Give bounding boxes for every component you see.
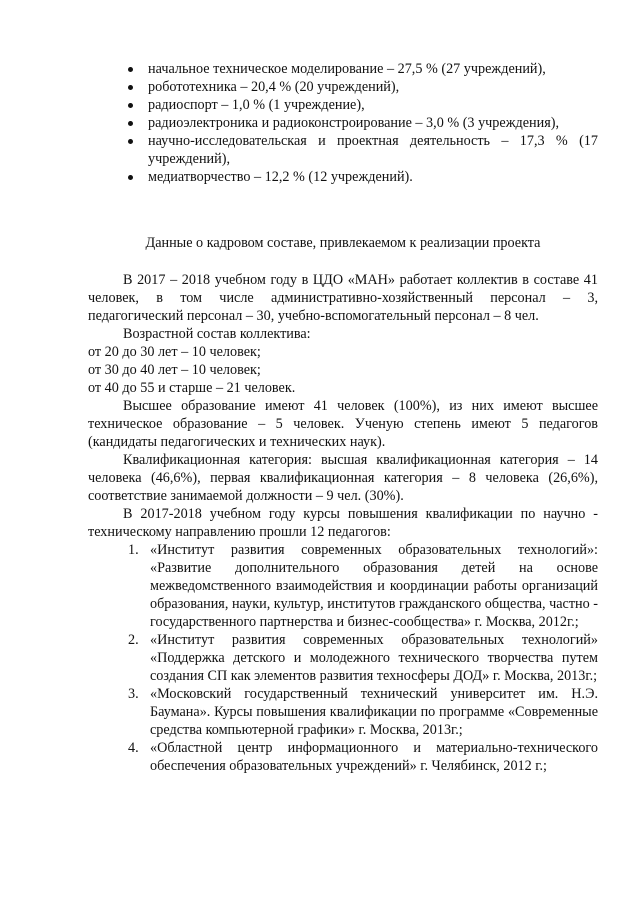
courses-list [88, 541, 598, 775]
course-number: 3. [128, 686, 139, 702]
list-item: научно-исследовательская и проектная деятельность – 17,3 % (17 учреждений), [148, 133, 598, 167]
age-line: от 20 до 30 лет – 10 человек; [88, 344, 261, 360]
course-item [128, 685, 598, 739]
staff-paragraph: В 2017 – 2018 учебном году в ЦДО «МАН» работает коллектив в составе 41 человек, в том числе административно-хозяйственный персонал – 3, педагогический персонал – 30, учебно-вспомогательный персонал – 8 чел. [88, 272, 598, 324]
list-item: робототехника – 20,4 % (20 учреждений), [148, 78, 598, 96]
list-item: начальное техническое моделирование – 27,5 % (27 учреждений), [148, 60, 598, 78]
course-text: «Областной центр информационного и материально-технического обеспечения образовательных учреждений» г. Челябинск, 2012 г.; [150, 740, 598, 774]
page-content [88, 60, 598, 775]
course-item [128, 739, 598, 775]
course-text: «Институт развития современных образовательных технологий»: «Развитие дополнительного образования детей на основе межведомственного взаимодействия и координации работы организаций образования, науки, культур, институтов гражданского общества, частно - государственного партнерства и бизнес-сообщества» г. Москва, 2012г.; [150, 542, 598, 630]
age-line: от 30 до 40 лет – 10 человек; [88, 362, 261, 378]
list-item: медиатворчество – 12,2 % (12 учреждений). [148, 168, 598, 186]
courses-intro-paragraph: В 2017-2018 учебном году курсы повышения квалификации по научно - техническому направлению прошли 12 педагогов: [88, 506, 598, 540]
age-title: Возрастной состав коллектива: [123, 326, 311, 342]
course-item [128, 631, 598, 685]
list-item: радиоспорт – 1,0 % (1 учреждение), [148, 96, 598, 114]
course-number: 4. [128, 740, 139, 756]
education-paragraph: Высшее образование имеют 41 человек (100%), из них имеют высшее техническое образование – 5 человек. Ученую степень имеют 5 педагогов (кандидаты педагогических и технических наук). [88, 398, 598, 450]
direction-list [88, 60, 598, 186]
course-item [128, 541, 598, 631]
age-line: от 40 до 55 и старше – 21 человек. [88, 380, 296, 396]
section-heading: Данные о кадровом составе, привлекаемом к реализации проекта [145, 235, 541, 251]
list-item: радиоэлектроника и радиоконстроирование – 3,0 % (3 учреждения), [148, 114, 598, 132]
qualification-paragraph: Квалификационная категория: высшая квалификационная категория – 14 человека (46,6%), первая квалификационная категория – 8 человека (26,6%), соответствие занимаемой должности – 9 чел. (30%). [88, 452, 598, 504]
course-text: «Институт развития современных образовательных технологий» «Поддержка детского и молодежного технического творчества путем создания СП как элементов развития техносферы ДОД» г. Москва, 2013г.; [150, 632, 598, 684]
course-text: «Московский государственный технический университет им. Н.Э. Баумана». Курсы повышения квалификации по программе «Современные средства компьютерной графики» г. Москва, 2013г.; [150, 686, 598, 738]
course-number: 2. [128, 632, 139, 648]
course-number: 1. [128, 542, 139, 558]
